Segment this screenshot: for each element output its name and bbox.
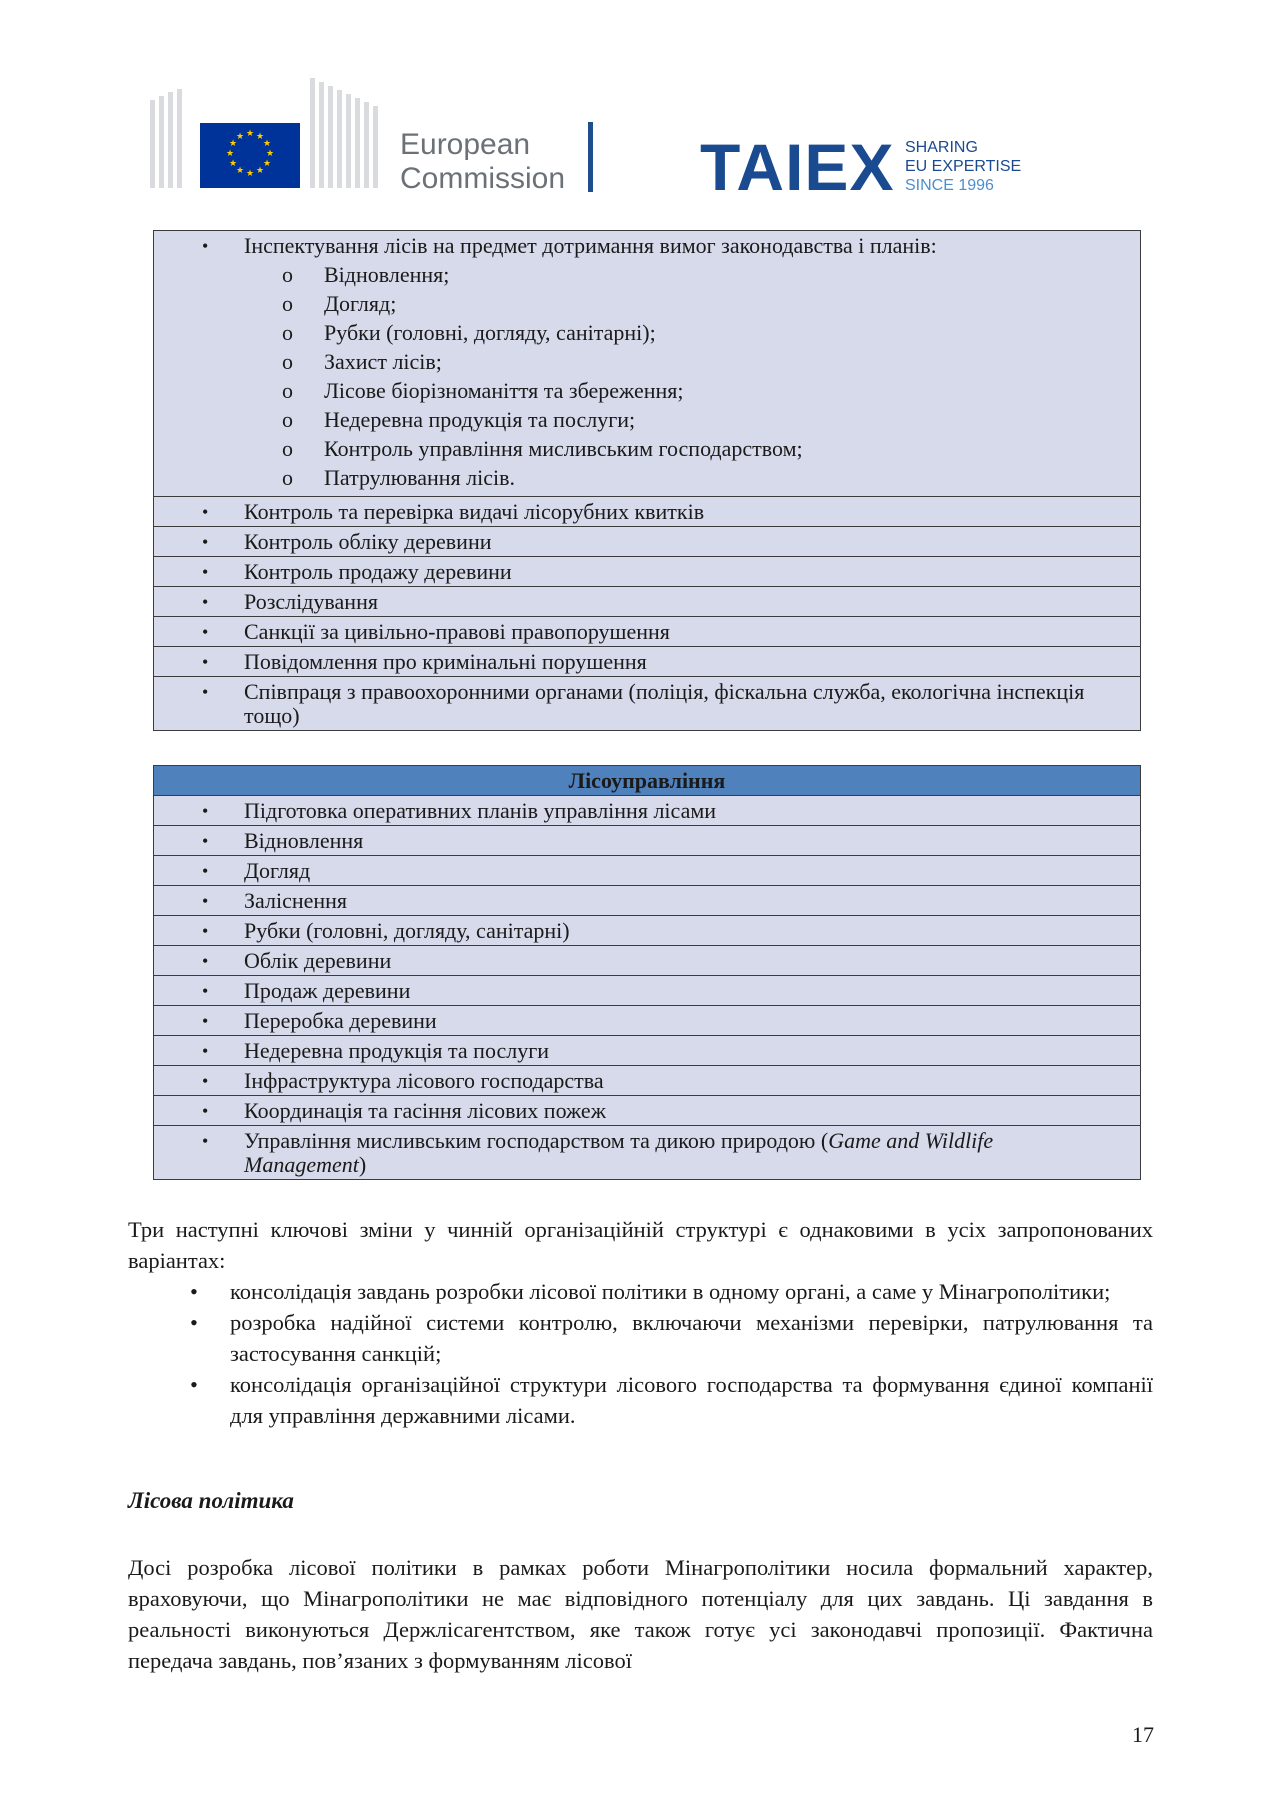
list-item: • розробка надійної системи контролю, включаючи механізми перевірки, патрулювання та застосування санкцій; — [190, 1307, 1153, 1369]
bullet-icon: • — [190, 1279, 198, 1304]
page-number: 17 — [1132, 1722, 1154, 1747]
table-row — [154, 826, 1141, 856]
bullet-icon: • — [202, 1041, 209, 1061]
table-row — [154, 1066, 1141, 1096]
circle-bullet-icon: o — [282, 436, 293, 461]
list-item: Інфраструктура лісового господарства — [244, 1068, 604, 1093]
table-row — [154, 796, 1141, 826]
list-item: • консолідація організаційної структури лісового господарства та формування єдиної компанії для управління державними лісами. — [190, 1369, 1153, 1431]
bullet-icon: • — [202, 592, 209, 612]
svg-text:★: ★ — [255, 166, 265, 176]
body-paragraph: Досі розробка лісової політики в рамках роботи Мінагрополітики носила формальний характер, враховуючи, що Мінагрополітики не має відповідного потенціалу для цих завдань. Ці завдання в реальності виконуються Держлісагентством, яке також готує усі законодавчі пропозиції. Фактична передача завдань, пов’язаних з формуванням лісової — [128, 1555, 1153, 1673]
bullet-icon: • — [202, 861, 209, 881]
list-item: • консолідація завдань розробки лісової політики в одному органі, а саме у Мінагрополітики; — [190, 1276, 1153, 1307]
circle-bullet-icon: o — [282, 407, 293, 432]
table-row — [154, 856, 1141, 886]
list-item: Рубки (головні, догляду, санітарні) — [244, 918, 570, 943]
circle-bullet-icon: o — [282, 349, 293, 374]
sub-list-item: Патрулювання лісів. — [324, 465, 516, 490]
table-row — [154, 1096, 1141, 1126]
list-item: Координація та гасіння лісових пожеж — [244, 1098, 606, 1123]
table-row — [154, 647, 1141, 677]
table-row — [154, 587, 1141, 617]
circle-bullet-icon: o — [282, 465, 293, 490]
table-row — [154, 677, 1141, 731]
sub-list-item: Рубки (головні, догляду, санітарні); — [324, 320, 656, 345]
circle-bullet-icon: o — [282, 262, 293, 287]
intro-paragraph: Три наступні ключові зміни у чинній організаційній структурі є однаковими в усіх запропонованих варіантах: — [128, 1217, 1153, 1273]
list-item: Продаж деревини — [244, 978, 411, 1003]
bullet-icon: • — [202, 1011, 209, 1031]
list-item: Контроль продажу деревини — [244, 559, 512, 584]
svg-text:★: ★ — [225, 149, 235, 159]
table-row — [154, 886, 1141, 916]
table-row — [154, 557, 1141, 587]
circle-bullet-icon: o — [282, 291, 293, 316]
sub-list-item: Лісове біорізноманіття та збереження; — [324, 378, 684, 403]
bullet-icon: • — [202, 831, 209, 851]
list-item: Розслідування — [244, 589, 378, 614]
table-row — [154, 916, 1141, 946]
list-item: Контроль та перевірка видачі лісорубних квитків — [244, 499, 705, 524]
list-item: Повідомлення про кримінальні порушення — [244, 649, 647, 674]
table-row — [154, 1036, 1141, 1066]
list-item: Догляд — [244, 858, 311, 883]
page-header — [150, 70, 1030, 204]
table-heading: Лісоуправління — [154, 766, 1141, 796]
list-item: Заліснення — [244, 888, 348, 913]
bullet-icon: • — [202, 532, 209, 552]
bullet-icon: • — [202, 682, 209, 702]
circle-bullet-icon: o — [282, 320, 293, 345]
sub-list-item: Контроль управління мисливським господарством; — [324, 436, 803, 461]
table-row — [154, 1006, 1141, 1036]
list-item: Санкції за цивільно-правові правопорушення — [244, 619, 670, 644]
bullet-icon: • — [202, 1101, 209, 1121]
svg-text:★: ★ — [235, 166, 245, 176]
table-row — [154, 527, 1141, 557]
changes-list — [190, 1276, 1153, 1431]
bullet-icon: • — [202, 981, 209, 1001]
section-title: Лісова політика — [128, 1488, 294, 1513]
table-header-row — [154, 766, 1141, 796]
taiex-tagline: SHARING EU EXPERTISE SINCE 1996 — [905, 139, 1022, 194]
european-commission-text: European Commission — [400, 128, 566, 195]
table-row — [154, 1126, 1141, 1180]
logo-divider — [588, 122, 593, 192]
bullet-icon: • — [202, 801, 209, 821]
bullet-icon: • — [202, 951, 209, 971]
sub-list-item: Догляд; — [324, 291, 397, 316]
bullet-icon: • — [202, 502, 209, 522]
forest-management-table — [153, 765, 1141, 1180]
sub-list-item: Захист лісів; — [324, 349, 442, 374]
bullet-icon: • — [202, 891, 209, 911]
table-row — [154, 617, 1141, 647]
list-item: Співпраця з правоохоронними органами (поліція, фіскальна служба, екологічна інспекція тощо) — [244, 679, 1085, 728]
svg-text:★: ★ — [245, 169, 255, 179]
list-item: Облік деревини — [244, 948, 392, 973]
bullet-icon: • — [190, 1310, 198, 1335]
list-item: Підготовка оперативних планів управління лісами — [244, 798, 717, 823]
circle-bullet-icon: o — [282, 378, 293, 403]
svg-text:★: ★ — [235, 132, 245, 142]
bullet-icon: • — [202, 1131, 209, 1151]
svg-text:★: ★ — [228, 139, 238, 149]
table-row — [154, 231, 1141, 497]
sub-list-item: Відновлення; — [324, 262, 450, 287]
bullet-icon: • — [202, 652, 209, 672]
svg-text:★: ★ — [228, 159, 238, 169]
list-item: Управління мисливським господарством та дикою природою (Game and Wildlife Management) — [244, 1128, 994, 1177]
svg-text:★: ★ — [245, 129, 255, 139]
table-row — [154, 946, 1141, 976]
table-row — [154, 976, 1141, 1006]
bullet-icon: • — [202, 236, 209, 256]
table-row — [154, 497, 1141, 527]
bullet-icon: • — [202, 921, 209, 941]
inspection-table — [153, 230, 1141, 731]
bullet-icon: • — [202, 1071, 209, 1091]
svg-text:★: ★ — [265, 149, 275, 159]
list-item: Інспектування лісів на предмет дотримання вимог законодавства і планів: — [244, 233, 937, 258]
bullet-icon: • — [190, 1372, 198, 1397]
sub-list-item: Недеревна продукція та послуги; — [324, 407, 636, 432]
list-item: Переробка деревини — [244, 1008, 437, 1033]
taiex-wordmark: TAIEX — [700, 130, 895, 204]
svg-text:★: ★ — [262, 159, 272, 169]
svg-text:★: ★ — [255, 132, 265, 142]
svg-text:★: ★ — [262, 139, 272, 149]
list-item: Контроль обліку деревини — [244, 529, 492, 554]
list-item: Відновлення — [244, 828, 364, 853]
list-item: Недеревна продукція та послуги — [244, 1038, 550, 1063]
bullet-icon: • — [202, 622, 209, 642]
bullet-icon: • — [202, 562, 209, 582]
